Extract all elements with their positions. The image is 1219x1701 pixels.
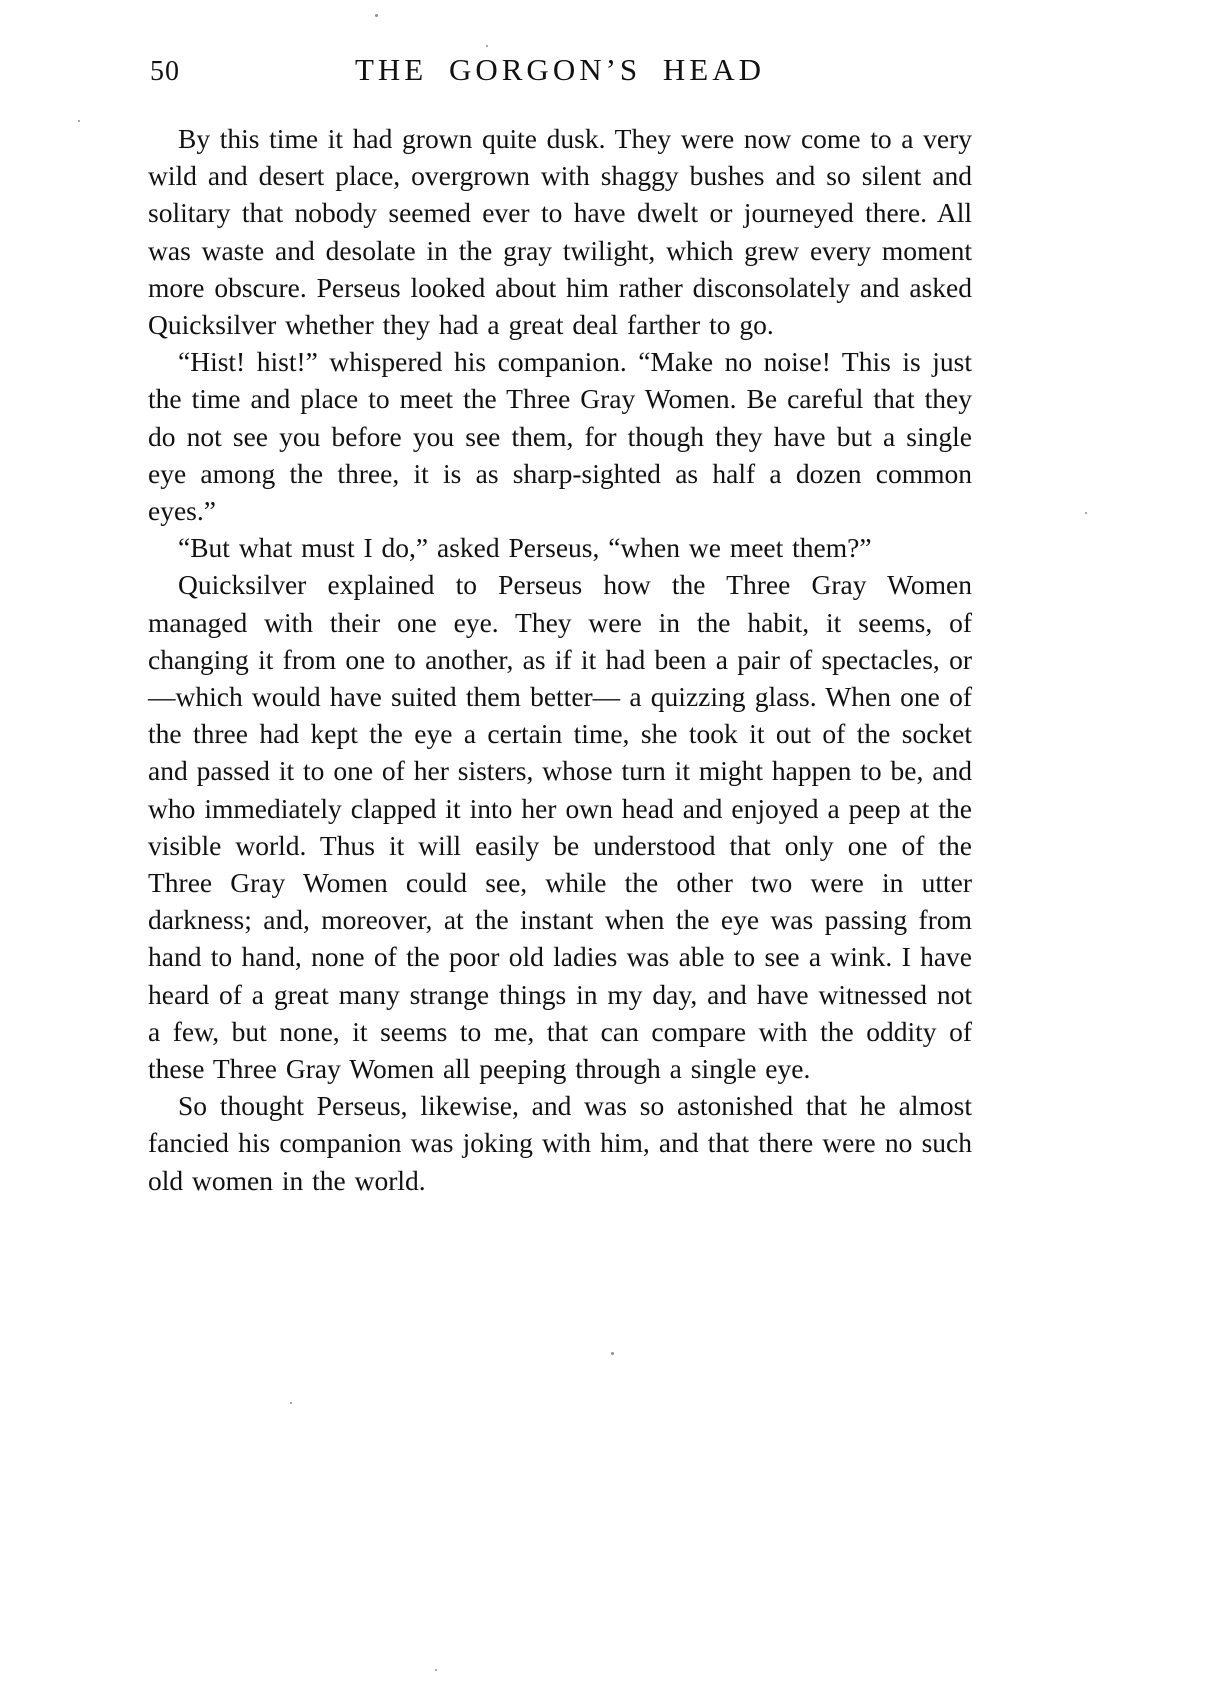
body-text bbox=[148, 120, 972, 1199]
running-head-title: THE GORGON’S HEAD bbox=[354, 52, 766, 87]
scan-speck bbox=[375, 14, 378, 17]
paragraph: Quicksilver explained to Perseus how the Three Gray Women managed with their one eye. They were in the habit, it seems, of changing it from one to another, as if it had been a pair of spectacles, or—which would have suited them better— a quizzing glass. When one of the three had kept the eye a certain time, she took it out of the socket and passed it to one of her sisters, whose turn it might happen to be, and who immediately clapped it into her own head and enjoyed a peep at the visible world. Thus it will easily be understood that only one of the Three Gray Women could see, while the other two were in utter darkness; and, moreover, at the instant when the eye was passing from hand to hand, none of the poor old ladies was able to see a wink. I have heard of a great many strange things in my day, and have witnessed not a few, but none, it seems to me, that can compare with the oddity of these Three Gray Women all peeping through a single eye. bbox=[148, 569, 972, 1085]
page-header bbox=[148, 52, 972, 92]
paragraph: So thought Perseus, likewise, and was so astonished that he almost fancied his companion was joking with him, and that there were no such old women in the world. bbox=[148, 1090, 972, 1196]
scan-speck bbox=[78, 120, 80, 122]
scan-speck bbox=[435, 1669, 437, 1671]
scan-speck bbox=[611, 1352, 614, 1355]
scan-speck bbox=[486, 45, 488, 47]
paragraph: “Hist! hist!” whispered his companion. “Make no noise! This is just the time and place to meet the Three Gray Women. Be careful that they do not see you before you see them, for though they have but a single eye among the three, it is as sharp-sighted as half a dozen common eyes.” bbox=[148, 346, 972, 527]
page-number: 50 bbox=[150, 56, 180, 87]
scan-speck bbox=[290, 1402, 292, 1404]
paragraph: By this time it had grown quite dusk. They were now come to a very wild and desert place, overgrown with shaggy bushes and so silent and solitary that nobody seemed ever to have dwelt or journeyed there. All was waste and desolate in the gray twilight, which grew every moment more obscure. Perseus looked about him rather disconsolately and asked Quicksilver whether they had a great deal farther to go. bbox=[148, 123, 972, 341]
paragraph: “But what must I do,” asked Perseus, “when we meet them?” bbox=[178, 532, 872, 564]
scan-speck bbox=[1085, 512, 1087, 514]
